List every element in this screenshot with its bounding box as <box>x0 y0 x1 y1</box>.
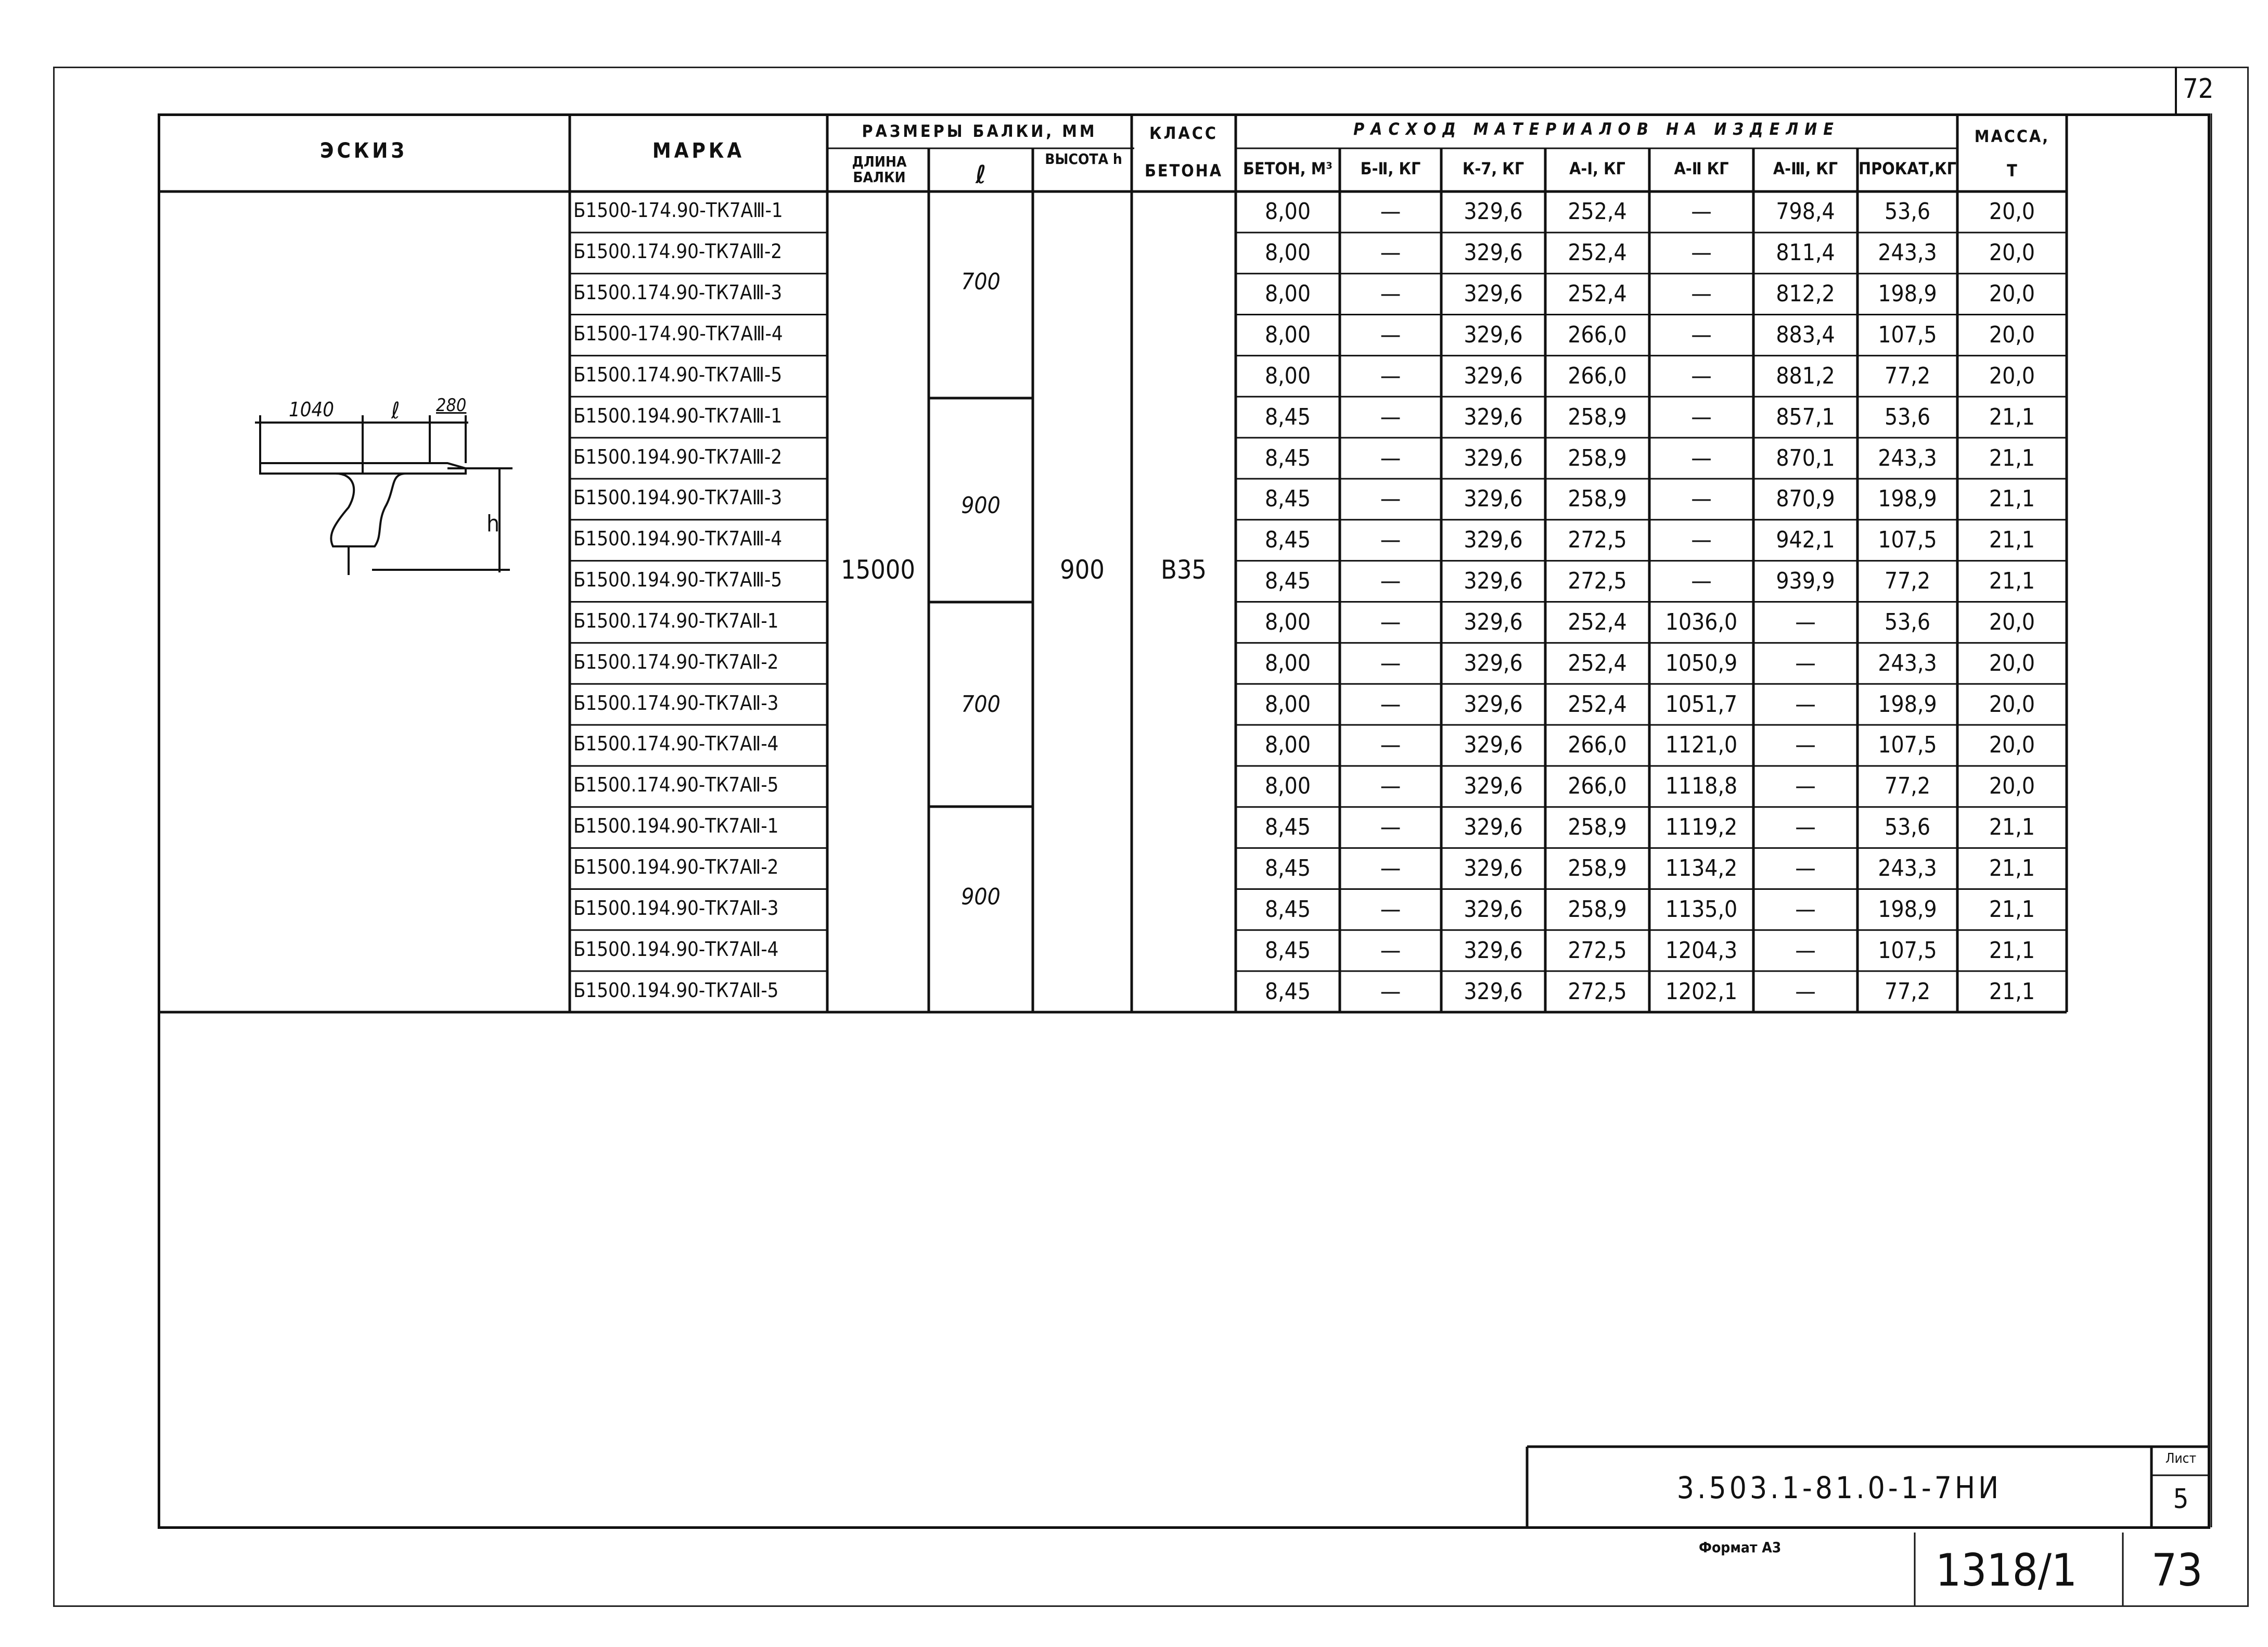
ell-group-1: 700 <box>961 269 1001 295</box>
sketch-dim-ell: ℓ <box>391 398 400 424</box>
cell-a1: 252,4 <box>1568 239 1627 266</box>
cell-mass: 21,1 <box>1989 486 2035 513</box>
cell-k7: 329,6 <box>1464 649 1523 676</box>
cell-a1: 272,5 <box>1568 527 1627 554</box>
cell-k7: 329,6 <box>1464 280 1523 308</box>
cell-mass: 20,0 <box>1989 280 2035 308</box>
cell-b2: — <box>1380 896 1401 923</box>
cell-k7: 329,6 <box>1464 198 1523 225</box>
cell-a2: 1134,2 <box>1665 855 1738 882</box>
header-mass-top: МАССА, <box>1974 126 2050 146</box>
cell-beton: 8,45 <box>1264 978 1311 1005</box>
cell-a2: — <box>1691 403 1712 430</box>
cell-mass: 21,1 <box>1989 814 2035 841</box>
sketch-dim-1040: 1040 <box>289 398 334 421</box>
cell-a1: 266,0 <box>1568 321 1627 348</box>
header-length: ДЛИНА БАЛКИ <box>852 153 907 186</box>
cell-a2: — <box>1691 527 1712 554</box>
merged-class: В35 <box>1160 555 1207 585</box>
header-col-6: ПРОКАТ,КГ <box>1859 159 1956 178</box>
cell-beton: 8,00 <box>1264 280 1311 308</box>
ell-group-4: 900 <box>961 884 1001 910</box>
cell-prokat: 198,9 <box>1878 691 1937 718</box>
cell-beton: 8,45 <box>1264 486 1311 513</box>
cell-a1: 266,0 <box>1568 732 1627 759</box>
cell-b2: — <box>1380 937 1401 964</box>
header-sketch: ЭСКИЗ <box>320 139 407 163</box>
cell-beton: 8,00 <box>1264 649 1311 676</box>
cell-k7: 329,6 <box>1464 937 1523 964</box>
cell-mass: 21,1 <box>1989 978 2035 1005</box>
cell-mass: 20,0 <box>1989 362 2035 389</box>
beam-sketch <box>239 395 531 583</box>
cell-a2: 1036,0 <box>1665 608 1738 635</box>
cell-prokat: 53,6 <box>1884 403 1931 430</box>
cell-b2: — <box>1380 198 1401 225</box>
row-mark: Б1500.194.90-ТК7АⅢ-1 <box>573 404 783 427</box>
sheet-label: Лист <box>2165 1451 2197 1466</box>
ell-group-3: 700 <box>961 691 1001 718</box>
cell-k7: 329,6 <box>1464 568 1523 595</box>
page-number: 73 <box>2151 1544 2203 1597</box>
cell-a1: 272,5 <box>1568 978 1627 1005</box>
cell-prokat: 53,6 <box>1884 608 1931 635</box>
cell-beton: 8,45 <box>1264 527 1311 554</box>
cell-b2: — <box>1380 239 1401 266</box>
top-sheet-number: 72 <box>2183 73 2214 105</box>
cell-prokat: 243,3 <box>1878 649 1937 676</box>
cell-a3: 942,1 <box>1776 527 1835 554</box>
cell-a1: 258,9 <box>1568 814 1627 841</box>
cell-b2: — <box>1380 978 1401 1005</box>
cell-beton: 8,00 <box>1264 321 1311 348</box>
cell-a2: — <box>1691 239 1712 266</box>
cell-a3: — <box>1795 896 1816 923</box>
row-mark: Б1500-174.90-ТК7АⅢ-4 <box>573 322 783 345</box>
cell-a1: 252,4 <box>1568 280 1627 308</box>
cell-a2: — <box>1691 198 1712 225</box>
cell-a2: 1119,2 <box>1665 814 1738 841</box>
cell-beton: 8,00 <box>1264 239 1311 266</box>
header-mark: МАРКА <box>652 139 745 163</box>
cell-mass: 20,0 <box>1989 649 2035 676</box>
cell-b2: — <box>1380 691 1401 718</box>
cell-a2: 1050,9 <box>1665 649 1738 676</box>
cell-a1: 252,4 <box>1568 608 1627 635</box>
cell-prokat: 198,9 <box>1878 486 1937 513</box>
cell-a3: — <box>1795 608 1816 635</box>
row-mark: Б1500.194.90-ТК7АⅢ-3 <box>573 486 783 509</box>
cell-a2: 1051,7 <box>1665 691 1738 718</box>
cell-k7: 329,6 <box>1464 608 1523 635</box>
cell-k7: 329,6 <box>1464 773 1523 800</box>
header-col-0: БЕТОН, М³ <box>1242 159 1333 178</box>
format-label: Формат А3 <box>1699 1539 1782 1556</box>
cell-b2: — <box>1380 568 1401 595</box>
cell-b2: — <box>1380 321 1401 348</box>
cell-prokat: 198,9 <box>1878 280 1937 308</box>
cell-a1: 252,4 <box>1568 691 1627 718</box>
cell-b2: — <box>1380 527 1401 554</box>
cell-b2: — <box>1380 444 1401 471</box>
cell-beton: 8,00 <box>1264 198 1311 225</box>
cell-b2: — <box>1380 403 1401 430</box>
header-col-2: К-7, КГ <box>1462 159 1524 178</box>
cell-b2: — <box>1380 608 1401 635</box>
header-class-bottom: БЕТОНА <box>1144 161 1223 181</box>
cell-prokat: 77,2 <box>1884 362 1931 389</box>
merged-length: 15000 <box>840 555 916 585</box>
cell-a1: 252,4 <box>1568 198 1627 225</box>
row-mark: Б1500.194.90-ТК7АⅡ-4 <box>573 937 779 961</box>
cell-k7: 329,6 <box>1464 691 1523 718</box>
cell-a3: 812,2 <box>1776 280 1835 308</box>
cell-a3: 870,1 <box>1776 444 1835 471</box>
cell-a2: — <box>1691 486 1712 513</box>
cell-prokat: 77,2 <box>1884 568 1931 595</box>
row-mark: Б1500.174.90-ТК7АⅡ-2 <box>573 650 779 673</box>
sketch-dim-280: 280 <box>436 395 467 416</box>
cell-a2: — <box>1691 362 1712 389</box>
cell-a2: 1121,0 <box>1665 732 1738 759</box>
row-mark: Б1500.174.90-ТК7АⅢ-5 <box>573 363 783 386</box>
row-mark: Б1500.174.90-ТК7АⅡ-4 <box>573 732 779 756</box>
cell-a1: 266,0 <box>1568 362 1627 389</box>
row-mark: Б1500.194.90-ТК7АⅢ-5 <box>573 568 783 592</box>
cell-prokat: 107,5 <box>1878 527 1937 554</box>
header-mass-bottom: Т <box>2007 161 2017 181</box>
row-mark: Б1500.174.90-ТК7АⅡ-1 <box>573 609 779 632</box>
cell-b2: — <box>1380 486 1401 513</box>
cell-beton: 8,45 <box>1264 937 1311 964</box>
cell-mass: 21,1 <box>1989 444 2035 471</box>
cell-prokat: 243,3 <box>1878 855 1937 882</box>
cell-k7: 329,6 <box>1464 855 1523 882</box>
cell-prokat: 77,2 <box>1884 773 1931 800</box>
cell-b2: — <box>1380 362 1401 389</box>
row-mark: Б1500.194.90-ТК7АⅢ-4 <box>573 527 783 551</box>
cell-a3: 857,1 <box>1776 403 1835 430</box>
row-mark: Б1500.194.90-ТК7АⅡ-1 <box>573 814 779 838</box>
cell-mass: 20,0 <box>1989 321 2035 348</box>
cell-a3: — <box>1795 814 1816 841</box>
cell-k7: 329,6 <box>1464 978 1523 1005</box>
cell-k7: 329,6 <box>1464 362 1523 389</box>
cell-mass: 21,1 <box>1989 527 2035 554</box>
cell-beton: 8,45 <box>1264 896 1311 923</box>
header-ell: ℓ <box>975 160 986 189</box>
cell-beton: 8,00 <box>1264 362 1311 389</box>
header-col-5: А-Ⅲ, КГ <box>1773 159 1838 178</box>
cell-mass: 20,0 <box>1989 732 2035 759</box>
cell-a3: — <box>1795 691 1816 718</box>
cell-prokat: 243,3 <box>1878 444 1937 471</box>
cell-a1: 258,9 <box>1568 403 1627 430</box>
cell-a1: 258,9 <box>1568 896 1627 923</box>
cell-mass: 21,1 <box>1989 896 2035 923</box>
header-dimensions: РАЗМЕРЫ БАЛКИ, ММ <box>862 121 1097 141</box>
sheet-number: 5 <box>2173 1484 2189 1515</box>
row-mark: Б1500.194.90-ТК7АⅡ-2 <box>573 856 779 879</box>
cell-a3: 883,4 <box>1776 321 1835 348</box>
cell-beton: 8,45 <box>1264 855 1311 882</box>
sketch-dim-h: h <box>486 510 500 537</box>
cell-prokat: 53,6 <box>1884 198 1931 225</box>
cell-a1: 258,9 <box>1568 855 1627 882</box>
cell-beton: 8,00 <box>1264 691 1311 718</box>
archive-number: 1318/1 <box>1936 1544 2078 1597</box>
cell-prokat: 243,3 <box>1878 239 1937 266</box>
row-mark: Б1500.194.90-ТК7АⅡ-3 <box>573 896 779 920</box>
cell-a3: 881,2 <box>1776 362 1835 389</box>
cell-b2: — <box>1380 814 1401 841</box>
cell-b2: — <box>1380 773 1401 800</box>
cell-prokat: 107,5 <box>1878 937 1937 964</box>
cell-k7: 329,6 <box>1464 239 1523 266</box>
header-col-1: Б-Ⅱ, КГ <box>1360 159 1421 178</box>
cell-k7: 329,6 <box>1464 486 1523 513</box>
cell-a3: — <box>1795 937 1816 964</box>
cell-a3: 870,9 <box>1776 486 1835 513</box>
cell-prokat: 107,5 <box>1878 732 1937 759</box>
cell-mass: 21,1 <box>1989 937 2035 964</box>
cell-prokat: 107,5 <box>1878 321 1937 348</box>
cell-k7: 329,6 <box>1464 403 1523 430</box>
cell-a3: — <box>1795 855 1816 882</box>
header-height: ВЫСОТА h <box>1045 150 1122 168</box>
cell-k7: 329,6 <box>1464 896 1523 923</box>
row-mark: Б1500.174.90-ТК7АⅢ-2 <box>573 240 783 263</box>
row-mark: Б1500.194.90-ТК7АⅡ-5 <box>573 978 779 1002</box>
row-mark: Б1500.174.90-ТК7АⅡ-5 <box>573 773 779 797</box>
cell-k7: 329,6 <box>1464 321 1523 348</box>
cell-a2: 1202,1 <box>1665 978 1738 1005</box>
header-col-4: А-Ⅱ КГ <box>1674 159 1729 178</box>
cell-a3: 798,4 <box>1776 198 1835 225</box>
cell-k7: 329,6 <box>1464 527 1523 554</box>
cell-a3: — <box>1795 649 1816 676</box>
cell-a2: — <box>1691 568 1712 595</box>
cell-a1: 258,9 <box>1568 486 1627 513</box>
cell-beton: 8,00 <box>1264 773 1311 800</box>
cell-mass: 21,1 <box>1989 403 2035 430</box>
cell-a1: 272,5 <box>1568 937 1627 964</box>
header-materials: РАСХОД МАТЕРИАЛОВ НА ИЗДЕЛИЕ <box>1353 119 1840 139</box>
cell-beton: 8,45 <box>1264 814 1311 841</box>
cell-mass: 21,1 <box>1989 855 2035 882</box>
cell-k7: 329,6 <box>1464 444 1523 471</box>
cell-a1: 252,4 <box>1568 649 1627 676</box>
cell-b2: — <box>1380 280 1401 308</box>
cell-a3: — <box>1795 732 1816 759</box>
cell-a2: 1204,3 <box>1665 937 1738 964</box>
row-mark: Б1500-174.90-ТК7АⅢ-1 <box>573 199 783 222</box>
ell-group-2: 900 <box>961 492 1001 519</box>
cell-mass: 21,1 <box>1989 568 2035 595</box>
cell-a2: — <box>1691 321 1712 348</box>
cell-a3: — <box>1795 773 1816 800</box>
cell-beton: 8,00 <box>1264 608 1311 635</box>
cell-prokat: 77,2 <box>1884 978 1931 1005</box>
cell-a2: — <box>1691 444 1712 471</box>
header-col-3: А-Ⅰ, КГ <box>1569 159 1625 178</box>
cell-a1: 266,0 <box>1568 773 1627 800</box>
cell-mass: 20,0 <box>1989 198 2035 225</box>
cell-a1: 258,9 <box>1568 444 1627 471</box>
cell-mass: 20,0 <box>1989 773 2035 800</box>
cell-a1: 272,5 <box>1568 568 1627 595</box>
cell-a3: 939,9 <box>1776 568 1835 595</box>
cell-beton: 8,00 <box>1264 732 1311 759</box>
doc-code: 3.503.1-81.0-1-7НИ <box>1676 1470 2002 1505</box>
cell-mass: 20,0 <box>1989 239 2035 266</box>
cell-prokat: 198,9 <box>1878 896 1937 923</box>
cell-mass: 20,0 <box>1989 608 2035 635</box>
cell-a3: 811,4 <box>1776 239 1835 266</box>
cell-beton: 8,45 <box>1264 568 1311 595</box>
cell-mass: 20,0 <box>1989 691 2035 718</box>
row-mark: Б1500.174.90-ТК7АⅢ-3 <box>573 281 783 304</box>
cell-a3: — <box>1795 978 1816 1005</box>
cell-b2: — <box>1380 732 1401 759</box>
cell-b2: — <box>1380 855 1401 882</box>
cell-beton: 8,45 <box>1264 403 1311 430</box>
cell-k7: 329,6 <box>1464 732 1523 759</box>
cell-k7: 329,6 <box>1464 814 1523 841</box>
cell-b2: — <box>1380 649 1401 676</box>
header-class-top: КЛАСС <box>1149 123 1218 143</box>
cell-beton: 8,45 <box>1264 444 1311 471</box>
cell-a2: 1135,0 <box>1665 896 1738 923</box>
row-mark: Б1500.174.90-ТК7АⅡ-3 <box>573 691 779 714</box>
merged-height: 900 <box>1060 555 1105 585</box>
cell-a2: — <box>1691 280 1712 308</box>
row-mark: Б1500.194.90-ТК7АⅢ-2 <box>573 445 783 468</box>
cell-a2: 1118,8 <box>1665 773 1738 800</box>
cell-prokat: 53,6 <box>1884 814 1931 841</box>
